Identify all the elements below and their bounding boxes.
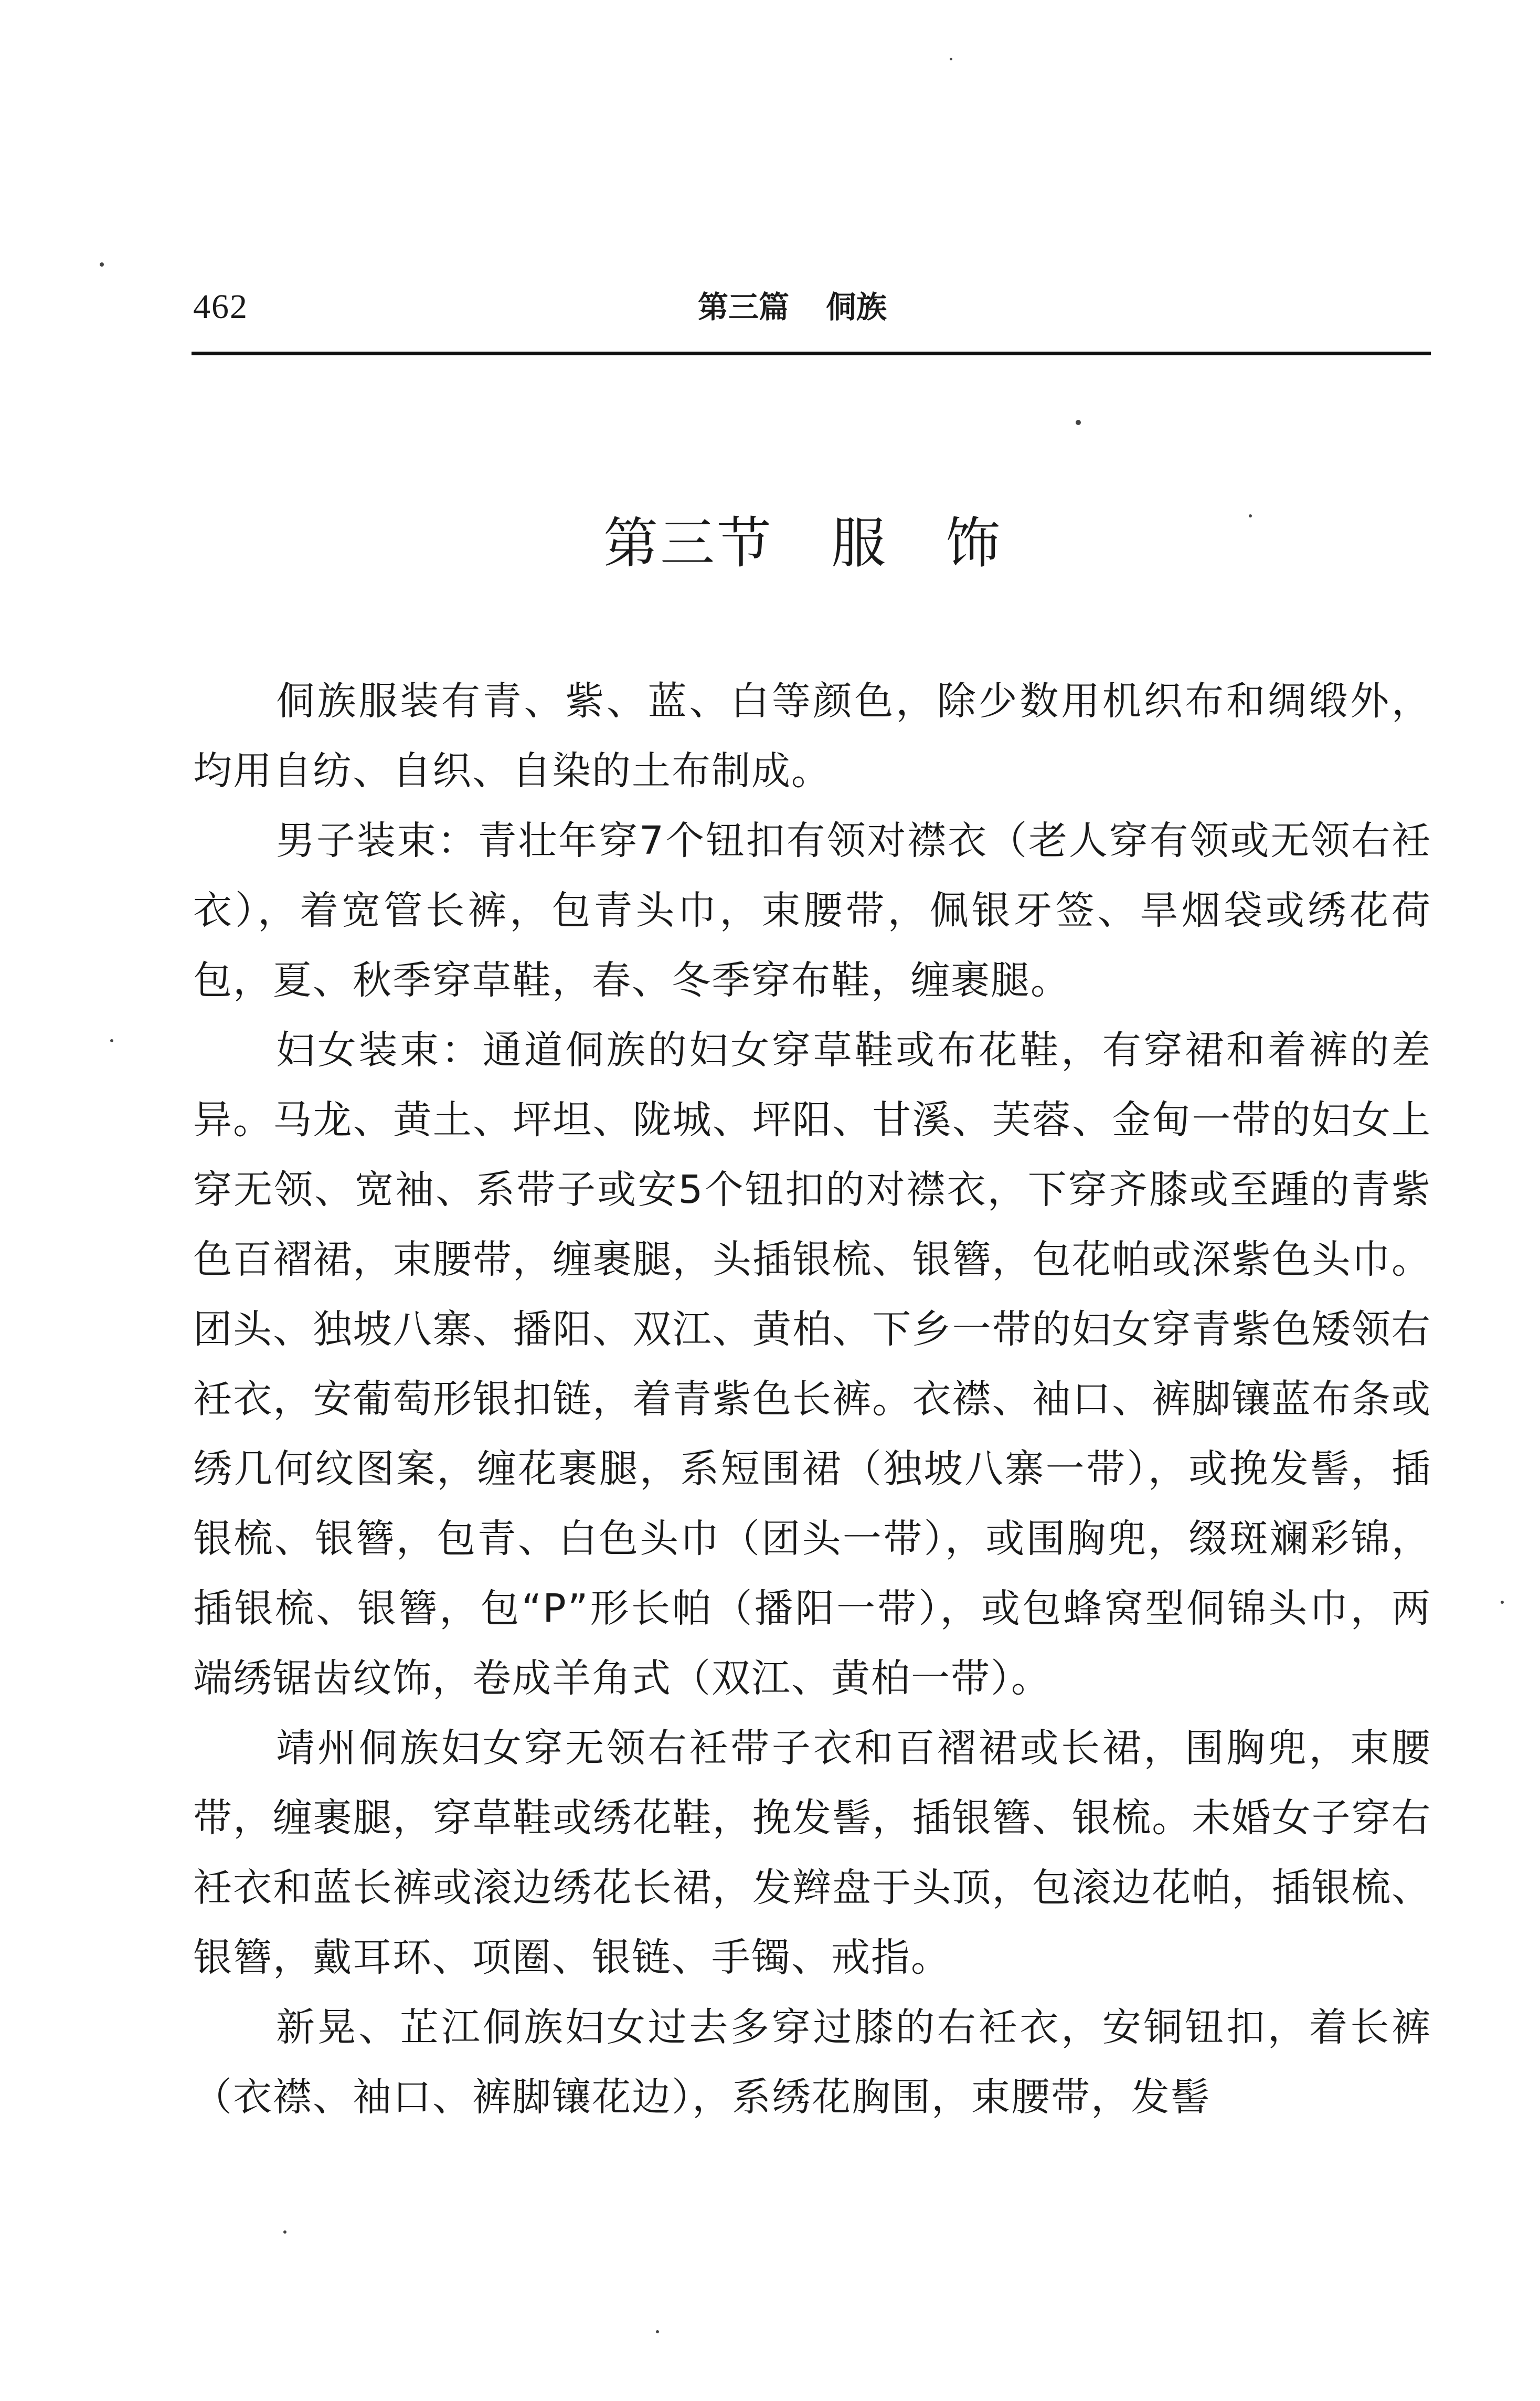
page-number: 462: [193, 288, 248, 326]
scan-speck: [100, 262, 104, 267]
scan-speck: [283, 2230, 286, 2234]
running-head-part: 第三篇: [698, 289, 790, 325]
section-label: 第三节: [603, 511, 774, 575]
body-text: [193, 667, 1431, 2132]
paragraph: 男子装束：青壮年穿7个钮扣有领对襟衣（老人穿有领或无领右衽衣），着宽管长裤，包青头巾，束腰带，佩银牙签、旱烟袋或绣花荷包，夏、秋季穿草鞋，春、冬季穿布鞋，缠裹腿。: [193, 818, 1431, 1003]
scan-speck: [656, 2330, 659, 2333]
scan-speck: [1076, 420, 1081, 425]
section-title-char-2: 饰: [946, 511, 1003, 575]
paragraph: 新晃、芷江侗族妇女过去多穿过膝的右衽衣，安铜钮扣，着长裤（衣襟、袖口、裤脚镶花边），系绣花胸围，束腰带，发髻: [193, 2005, 1431, 2120]
paragraph: 侗族服装有青、紫、蓝、白等颜色，除少数用机织布和绸缎外，均用自纺、自织、自染的土布制成。: [193, 679, 1431, 794]
running-head: [698, 286, 950, 328]
scan-speck: [950, 58, 952, 60]
section-title-char-1: 服: [831, 511, 888, 575]
running-head-chapter: 侗族: [826, 289, 887, 325]
scan-speck: [1249, 514, 1252, 517]
section-title: [603, 509, 1002, 577]
scan-speck: [1501, 1601, 1504, 1604]
paragraph: 妇女装束：通道侗族的妇女穿草鞋或布花鞋，有穿裙和着裤的差异。马龙、黄土、坪坦、陇城、坪阳、甘溪、芙蓉、金甸一带的妇女上穿无领、宽袖、系带子或安5个钮扣的对襟衣，下穿齐膝或至踵的青紫色百褶裙，束腰带，缠裹腿，头插银梳、银簪，包花帕或深紫色头巾。团头、独坡八寨、播阳、双江、黄柏、下乡一带的妇女穿青紫色矮领右衽衣，安葡萄形银扣链，着青紫色长裤。衣襟、袖口、裤脚镶蓝布条或绣几何纹图案，缠花裹腿，系短围裙（独坡八寨一带），或挽发髻，插银梳、银簪，包青、白色头巾（团头一带），或围胸兜，缀斑斓彩锦，插银梳、银簪，包“P”形长帕（播阳一带），或包蜂窝型侗锦头巾，两端绣锯齿纹饰，卷成羊角式（双江、黄柏一带）。: [193, 1028, 1431, 1701]
scan-speck: [110, 1039, 113, 1042]
paragraph: 靖州侗族妇女穿无领右衽带子衣和百褶裙或长裙，围胸兜，束腰带，缠裹腿，穿草鞋或绣花鞋，挽发髻，插银簪、银梳。未婚女子穿右衽衣和蓝长裤或滚边绣花长裙，发辫盘于头顶，包滚边花帕，插银梳、银簪，戴耳环、项圈、银链、手镯、戒指。: [193, 1726, 1431, 1980]
header-rule: [192, 352, 1431, 355]
